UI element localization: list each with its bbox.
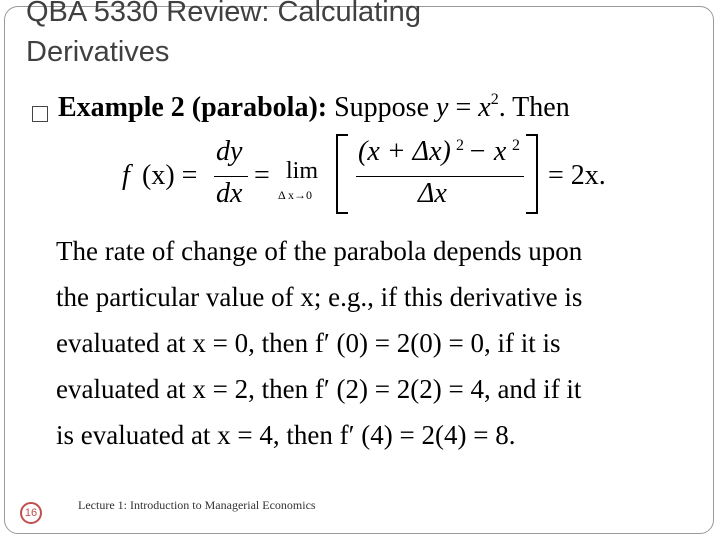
formula-denominator: Δx — [418, 178, 447, 209]
derivative-formula: f (x) = dy dx = lim Δ x→0 (x + Δx) 2 − x 2 Δx = 2x. — [118, 132, 678, 222]
formula-numerator: (x + Δx) — [358, 136, 451, 167]
example-label: Example 2 (parabola): — [58, 92, 328, 123]
fraction-bar-limit — [356, 176, 524, 177]
body-line: evaluated at x = 0, then f′ (0) = 2(0) = 0, if it is — [56, 328, 561, 358]
formula-f: f — [122, 160, 130, 191]
slide-title — [26, 0, 666, 72]
formula-lim-sub: Δ x→0 — [278, 188, 313, 202]
example-suppose: Suppose — [327, 92, 437, 123]
body-line: The rate of change of the parabola depends upon — [56, 236, 583, 266]
slide-footer — [0, 490, 720, 530]
right-bracket — [526, 134, 538, 214]
formula-eq1: = — [254, 160, 270, 191]
formula-lim: lim — [286, 158, 319, 184]
example-heading — [58, 92, 570, 124]
formula-dy: dy — [216, 136, 243, 167]
example-eq: = — [448, 92, 479, 123]
formula-f-arg: (x) = — [142, 160, 198, 191]
formula-num-minus: − x — [468, 136, 507, 167]
title-line-1: QBA 5330 Review: Calculating — [26, 0, 421, 28]
bullet-box-icon — [32, 106, 48, 122]
body-paragraph — [56, 228, 696, 458]
body-line: evaluated at x = 2, then f′ (2) = 2(2) = 4, and if it — [56, 374, 582, 404]
example-then: . Then — [498, 92, 570, 123]
example-x: x — [478, 92, 491, 123]
example-y: y — [436, 92, 449, 123]
left-bracket — [336, 134, 348, 214]
body-line: is evaluated at x = 4, then f′ (4) = 2(4) = 8. — [56, 420, 516, 450]
formula-result: = 2x. — [548, 160, 606, 191]
formula-dx: dx — [216, 178, 243, 209]
page-number-badge: 16 — [20, 502, 42, 524]
fraction-bar-dydx — [214, 176, 248, 177]
footer-caption: Lecture 1: Introduction to Managerial Economics — [78, 498, 316, 512]
example-exponent: 2 — [490, 91, 499, 108]
body-line: the particular value of x; e.g., if this derivative is — [56, 282, 583, 312]
title-line-2: Derivatives — [26, 36, 170, 68]
